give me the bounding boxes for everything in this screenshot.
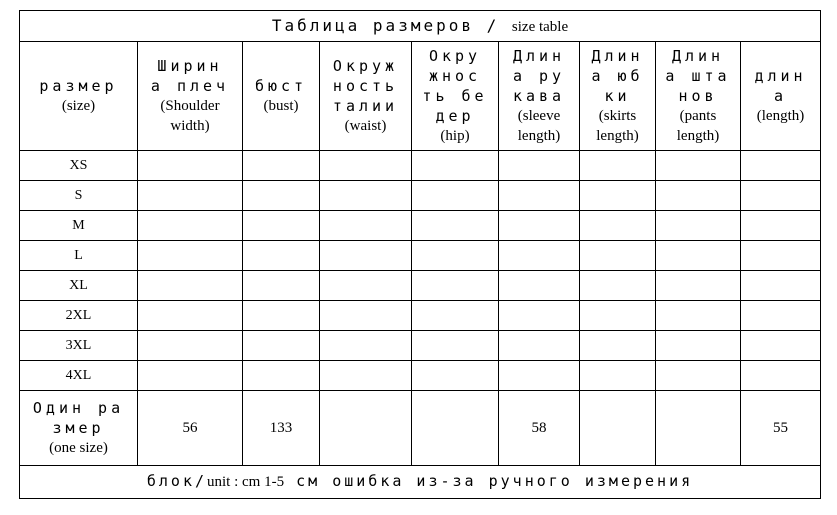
size-value-cell — [412, 151, 499, 181]
footer-part1: блок/ — [146, 472, 208, 490]
size-value-cell — [243, 331, 320, 361]
size-value-cell — [320, 211, 412, 241]
size-value-cell — [741, 151, 821, 181]
header-size-ru: размер — [39, 77, 118, 95]
one-size-row — [20, 391, 821, 466]
size-value-cell — [320, 271, 412, 301]
size-value-cell — [138, 331, 243, 361]
footer-note — [20, 466, 821, 499]
size-value-cell — [138, 271, 243, 301]
size-value-cell — [320, 241, 412, 271]
header-shoulder-en: (Shoulder width) — [160, 98, 220, 134]
size-value-cell — [243, 151, 320, 181]
table-row — [20, 361, 821, 391]
size-value-cell — [741, 331, 821, 361]
size-value-cell — [499, 331, 580, 361]
header-bust — [243, 42, 320, 151]
size-value-cell — [499, 211, 580, 241]
size-value-cell — [656, 331, 741, 361]
size-value-cell — [741, 301, 821, 331]
size-value-cell — [656, 271, 741, 301]
size-value-cell — [741, 361, 821, 391]
size-value-cell — [243, 361, 320, 391]
one-size-sleeve: 58 — [499, 391, 580, 466]
size-value-cell — [499, 151, 580, 181]
size-value-cell — [580, 241, 656, 271]
size-label: 2XL — [20, 301, 138, 331]
size-value-cell — [656, 211, 741, 241]
size-value-cell — [138, 211, 243, 241]
size-value-cell — [656, 301, 741, 331]
header-hip-en: (hip) — [440, 128, 470, 144]
size-value-cell — [138, 181, 243, 211]
size-value-cell — [741, 181, 821, 211]
header-sleeve — [499, 42, 580, 151]
one-size-pants — [656, 391, 741, 466]
size-rows — [20, 151, 821, 391]
size-value-cell — [243, 301, 320, 331]
size-value-cell — [580, 331, 656, 361]
header-length — [741, 42, 821, 151]
size-value-cell — [499, 361, 580, 391]
one-size-label-en: (one size) — [49, 440, 108, 456]
table-row — [20, 211, 821, 241]
one-size-hip — [412, 391, 499, 466]
size-value-cell — [320, 301, 412, 331]
size-value-cell — [138, 361, 243, 391]
size-value-cell — [138, 241, 243, 271]
one-size-skirt — [580, 391, 656, 466]
one-size-shoulder: 56 — [138, 391, 243, 466]
size-value-cell — [580, 211, 656, 241]
size-value-cell — [741, 241, 821, 271]
size-label: M — [20, 211, 138, 241]
header-pants-ru: Длин а шта нов — [665, 47, 731, 105]
header-length-ru: длин а — [754, 67, 807, 105]
header-bust-en: (bust) — [263, 98, 299, 114]
header-skirt-ru: Длин а юб ки — [591, 47, 644, 105]
header-size — [20, 42, 138, 151]
size-value-cell — [412, 241, 499, 271]
size-value-cell — [412, 361, 499, 391]
size-label: S — [20, 181, 138, 211]
one-size-waist — [320, 391, 412, 466]
size-value-cell — [138, 301, 243, 331]
size-value-cell — [243, 271, 320, 301]
header-pants — [656, 42, 741, 151]
size-value-cell — [741, 271, 821, 301]
header-waist-ru: Окруж ность талии — [332, 57, 399, 115]
size-table — [19, 10, 821, 499]
size-value-cell — [656, 241, 741, 271]
title-separator: / — [486, 15, 500, 35]
header-hip-ru: Окру жнос ть бе дер — [422, 47, 488, 125]
size-value-cell — [412, 211, 499, 241]
header-waist-en: (waist) — [344, 118, 387, 134]
header-waist — [320, 42, 412, 151]
size-value-cell — [243, 181, 320, 211]
size-label: XS — [20, 151, 138, 181]
table-row — [20, 241, 821, 271]
size-value-cell — [243, 241, 320, 271]
one-size-length: 55 — [741, 391, 821, 466]
size-value-cell — [580, 361, 656, 391]
size-value-cell — [412, 181, 499, 211]
header-bust-ru: бюст — [254, 77, 308, 95]
size-value-cell — [412, 271, 499, 301]
title-ru: Таблица размеров — [271, 15, 474, 35]
header-pants-en: (pants length) — [676, 108, 720, 144]
header-size-en: (size) — [61, 98, 96, 114]
size-value-cell — [580, 301, 656, 331]
footer-unit: unit : cm 1-5 — [207, 474, 285, 490]
header-length-en: (length) — [756, 108, 805, 124]
size-value-cell — [741, 211, 821, 241]
size-value-cell — [580, 151, 656, 181]
table-row — [20, 151, 821, 181]
size-label: 4XL — [20, 361, 138, 391]
size-value-cell — [320, 181, 412, 211]
table-row — [20, 301, 821, 331]
header-hip — [412, 42, 499, 151]
size-value-cell — [320, 151, 412, 181]
size-label: L — [20, 241, 138, 271]
size-value-cell — [499, 271, 580, 301]
size-value-cell — [656, 151, 741, 181]
table-title — [20, 11, 821, 42]
one-size-bust: 133 — [243, 391, 320, 466]
title-en: size table — [511, 18, 569, 35]
header-row — [20, 42, 821, 151]
table-row — [20, 271, 821, 301]
size-value-cell — [138, 151, 243, 181]
size-value-cell — [499, 241, 580, 271]
size-value-cell — [656, 181, 741, 211]
header-sleeve-en: (sleeve length) — [517, 108, 561, 144]
header-skirt-en: (skirts length) — [596, 108, 639, 144]
size-value-cell — [580, 181, 656, 211]
one-size-label-ru: Один ра змер — [32, 399, 125, 437]
size-value-cell — [412, 301, 499, 331]
table-row — [20, 181, 821, 211]
size-value-cell — [580, 271, 656, 301]
size-value-cell — [412, 331, 499, 361]
size-value-cell — [656, 361, 741, 391]
size-value-cell — [499, 301, 580, 331]
size-value-cell — [320, 361, 412, 391]
size-label: XL — [20, 271, 138, 301]
header-sleeve-ru: Длин а ру кава — [512, 47, 566, 105]
footer-part2: см ошибка из-за ручного измерения — [296, 472, 694, 490]
header-shoulder — [138, 42, 243, 151]
size-value-cell — [320, 331, 412, 361]
size-value-cell — [243, 211, 320, 241]
size-label: 3XL — [20, 331, 138, 361]
header-shoulder-ru: Ширин а плеч — [150, 57, 230, 95]
size-value-cell — [499, 181, 580, 211]
one-size-label — [20, 391, 138, 466]
table-row — [20, 331, 821, 361]
header-skirt — [580, 42, 656, 151]
